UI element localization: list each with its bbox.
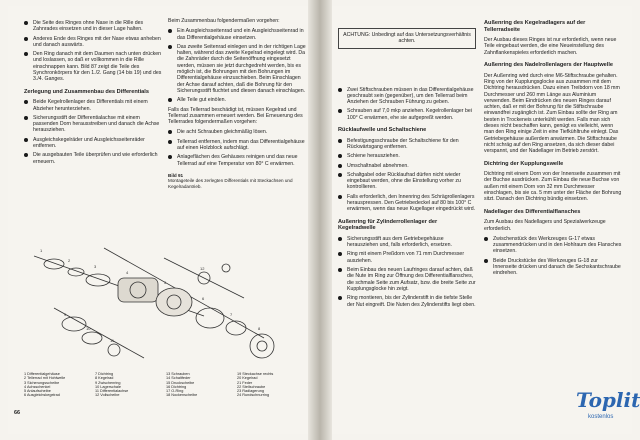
legend-item: 4 Achsschenkel <box>24 384 51 389</box>
legend-item: 11 Differentialachse <box>95 389 129 394</box>
list-item: Zwei Stiftschrauben müssen in das Differentialgehäuse geschraubt sein (gegenüber), um den Tellerrad beim Anziehen der Schrauben Führung zu geben. <box>338 87 476 106</box>
left-column-1 <box>24 20 162 168</box>
paragraph: Falls das Tellerrad beschädigt ist, müssen Kegelrad und Tellerrad zusammen erneuert werden. Bei Erneuerung des Tellerrades folgendermaßen vorgehen: <box>168 106 303 126</box>
list-item: Anderes Ende des Ringes mit der Nase etwas anheben und danach auswärts. <box>24 36 162 49</box>
legend-item: 5 Anlaufscheibe <box>24 389 51 394</box>
logo-subtext: kostenlos <box>588 414 614 420</box>
list-item: Falls erforderlich, den Innenring des Schrägrollenlagers herauspressen. Den Getriebedeckel auf 80 bis 100° C erwärmen, wenn das neue Kugellager eingedrückt wird. <box>338 194 476 213</box>
page-number: 66 <box>14 410 21 416</box>
notice-box: ACHTUNG: Unbedingt auf das Untersetzungsverhältnis achten. <box>338 28 476 49</box>
right-column-2 <box>484 14 622 280</box>
legend-item: 2 Tellerrad mit Hohlwelle <box>24 376 66 381</box>
list-item: Ring mit einem Preßdorn von 71 mm Durchmesser ausziehen. <box>338 251 476 264</box>
section-heading: Außenring des Nadelrollenlagers der Hauptwelle <box>484 62 613 69</box>
paragraph: Zum Ausbau des Nadellagers und Spezialwerkzeuge erforderlich. <box>484 219 606 232</box>
list-item: Ausgleichskegelräder und Ausgleichsseitenräder entfernen. <box>24 137 162 150</box>
logo-text: Toplit <box>576 388 640 412</box>
legend-item: 22 Stellschraube <box>237 384 266 389</box>
list-item: Schiene herausziehen. <box>338 153 476 159</box>
list-item: Beide Druckstücke des Werkzeuges G-18 zur Innenseite drücken und danach die Sechskantschraube eindrehen. <box>484 258 622 277</box>
svg-text:7: 7 <box>230 312 233 317</box>
list-item: Schrauben auf 7,0 mkp anziehen. Kegelrollenlager bei 100° C erwärmen, ehe sie aufgepreßt werden. <box>338 108 476 121</box>
legend-item: 7 Dichtring <box>95 372 114 376</box>
legend-item: 21 Feder <box>237 380 253 385</box>
paragraph: Der Außenring wird durch eine M6-Stiftschraube gehalten. Ring von der Kupplungsglocke aus zusammen mit dem Dichtring herausdrücken. Dazu einen Treibdorn von 18 mm Durchmesser und 260 mm Länge aus Aluminium verwenden. Beim Eindrücken des neuen Ringes darauf achten, daß er mit der Bohrung für die Stiftschraube einwandfrei zugänglich ist. Zum Einbau sollte der Ring am besten in Trockeneis unterkühlt werden. Falls man sich dieses nicht beschaffen kann, genügt es vielleicht, wenn man den Ring einige Zeit in eine Tiefkühltruhe einlegt. Das Getriebegehäuse außerdem anwärmen. Die Stiftschraube nicht schräg auf den Ring ansetzen, da sich dieser dabei verspannt, und der Nadellager im Betrieb zerstört. <box>484 72 620 155</box>
legend-item: 15 Druckscheibe <box>166 380 195 385</box>
legend-item: 17 O-Ring <box>166 389 184 394</box>
parts-legend <box>24 372 304 398</box>
paragraph: Beim Zusammenbau folgendermaßen vorgehen: <box>168 18 280 24</box>
legend-item: 24 Rundschnurring <box>237 393 270 398</box>
toplit-logo <box>574 386 640 430</box>
section-heading: Dichtring der Kupplungswelle <box>484 160 564 167</box>
list-item: Anlageflächen des Gehäuses reinigen und das neue Tellerrad auf eine Temperatur von 80° C erwärmen. <box>168 154 306 167</box>
legend-item: 18 Nockenscheibe <box>166 393 198 398</box>
section-heading: Außenring für Zylinderrollenlager der Kegelradwelle <box>338 218 438 232</box>
svg-text:8: 8 <box>258 326 261 331</box>
list-item: Schaltgabel oder Rücklaufrad dürfen nicht wieder eingebaut werden, ohne die Einstellung vorher zu kontrollieren. <box>338 172 476 191</box>
list-item: Das zweite Seitenrad einlegen und in der richtigen Lage halten, während das zweite Kegelrad eingelegt wird. Da die Zahnräder durch die Seitenöffnung eingesetzt werden, müssen sie jetzt durchgedreht werden, bis es möglich ist, die Bohrungen mit den Bohrungen im Differentialgehäuse einzuschieben. Beim Einschlagen der Achse darauf achten, daß die Bohrung für den Sicherungsstift fluchtet und diesen danach einschlagen. <box>168 44 306 94</box>
legend-item: 14 Schaltfeder <box>166 376 191 381</box>
list-item: Ein Ausgleichsseitenrad und ein Ausgleichsseitenrad in das Differentialgehäuse einsetzen. <box>168 28 306 41</box>
left-page <box>8 6 308 434</box>
list-item: Tellerrad entfernen, indem man das Differentialgehäuse auf einen Holzblock aufschlägt. <box>168 139 306 152</box>
figure-label: Bild 91 <box>168 172 184 178</box>
list-item: Beim Einbau des neuen Laufringes darauf achten, daß die Nute im Ring zur Öffnung des Differentialflansches, die schmale Seite zum Aufsatz, bzw. die breite Seite zur Kupplungsglocke hin zeigt. <box>338 267 476 292</box>
legend-item: 19 Steckachse rechts <box>237 372 274 376</box>
right-column-1 <box>338 28 476 311</box>
svg-text:4: 4 <box>126 270 129 275</box>
svg-text:12: 12 <box>200 266 205 271</box>
legend-item: 6 Ausgleichskegelrad <box>24 393 60 398</box>
paragraph: Der Ausbau dieses Ringes ist nur erforderlich, wenn neue Teile eingebaut werden, die eine Neueinstellung des Zahnflankenspieles erforderlich machen. <box>484 37 617 56</box>
legend-item: 8 Kegelrad <box>95 376 114 381</box>
list-item: Den Ring danach mit dem Daumen nach unten drücken und loslassen, so daß er vollkommen in die Rille einschnappen kann. Bild 87 zeigt die Teile des Synchronkörpers für den 1./2. Gang (14 bis 19) und des 3./4. Ganges. <box>24 51 162 82</box>
list-item: Alle Teile gut einölen. <box>168 97 306 103</box>
svg-text:11: 11 <box>110 338 115 343</box>
legend-item: 16 Dichtring <box>166 384 187 389</box>
exploded-differential-drawing <box>14 238 308 370</box>
list-item: Umschaltnabel abnehmen. <box>338 163 476 169</box>
legend-item: 12 Vollscheibe <box>95 393 120 398</box>
list-item: Sicherungsstift der Differentialachse mit einem passenden Dorn herausstreiben und danach die Achse herausziehen. <box>24 115 162 134</box>
section-heading: Außenring des Kegelradlagers auf der Tellerradseite <box>484 20 586 33</box>
svg-text:6: 6 <box>202 296 205 301</box>
svg-text:1: 1 <box>40 248 43 253</box>
legend-item: 3 Sicherungsscheibe <box>24 380 60 385</box>
list-item: Ring montieren, bis der Zylinderstift in die tiefste Stelle der Nut eingreift. Die Nuten des Zylinderstifts liegt oben. <box>338 295 476 308</box>
list-item: Zwischenstück des Werkzeuges G-17 etwas zusammendrücken und in den Hohlraum des Flansches einsetzen. <box>484 236 622 255</box>
legend-item: 10 Lagerschale <box>95 384 121 389</box>
legend-item: 9 Zwischenring <box>95 380 121 385</box>
legend-item: 1 Differentialgehäuse <box>24 372 60 376</box>
figure-caption: Montageteile des zerlegten Differentials mit Steckachsen und Kegelradantrieb. <box>168 178 293 189</box>
legend-item: 23 Radlagerung <box>237 389 265 394</box>
svg-text:2: 2 <box>68 258 71 263</box>
list-item: Befestigungsschraube der Schaltschiene für den Rückwärtsgang entfernen. <box>338 138 476 151</box>
svg-text:10: 10 <box>86 326 91 331</box>
list-item: Die acht Schrauben gleichmäßig lösen. <box>168 129 306 135</box>
left-column-2 <box>168 18 306 189</box>
legend-item: 13 Schrauben <box>166 372 190 376</box>
paragraph: Dichtring mit einem Dorn von der Innenseite zusammen mit der Buchse ausdrücken. Zum Einbau die neue Buchse von außen mit einem Dorn von 32 mm Durchmesser einschlagen, bis sie ca. 5 mm unter der Fläche der Bohrung sitzt. Danach den Dichtring bündig einsetzen. <box>484 171 622 203</box>
list-item: Die ausgebauten Teile überprüfen und wie erforderlich erneuern. <box>24 152 162 165</box>
list-item: Die Seite des Ringes ohne Nase in die Rille des Zahnrades einsetzen und in dieser Lage halten. <box>24 20 162 33</box>
svg-text:5: 5 <box>164 280 167 285</box>
section-heading: Rücklaufwelle und Schaltschiene <box>338 127 427 134</box>
section-heading: Nadellager des Differentialflansches <box>484 208 581 215</box>
svg-text:9: 9 <box>64 312 67 317</box>
section-heading: Zerlegung und Zusammenbau des Differentials <box>24 88 149 95</box>
right-page <box>332 6 632 434</box>
list-item: Sicherungsstift aus dem Getriebegehäuse herausziehen und, falls erforderlich, ersetzen. <box>338 236 476 249</box>
svg-text:3: 3 <box>94 264 97 269</box>
book-gutter <box>308 0 332 440</box>
list-item: Beide Kegelrollenlager des Differentials mit einem Abzieher herunterziehen. <box>24 99 162 112</box>
legend-item: 20 Kegelrad <box>237 376 258 381</box>
